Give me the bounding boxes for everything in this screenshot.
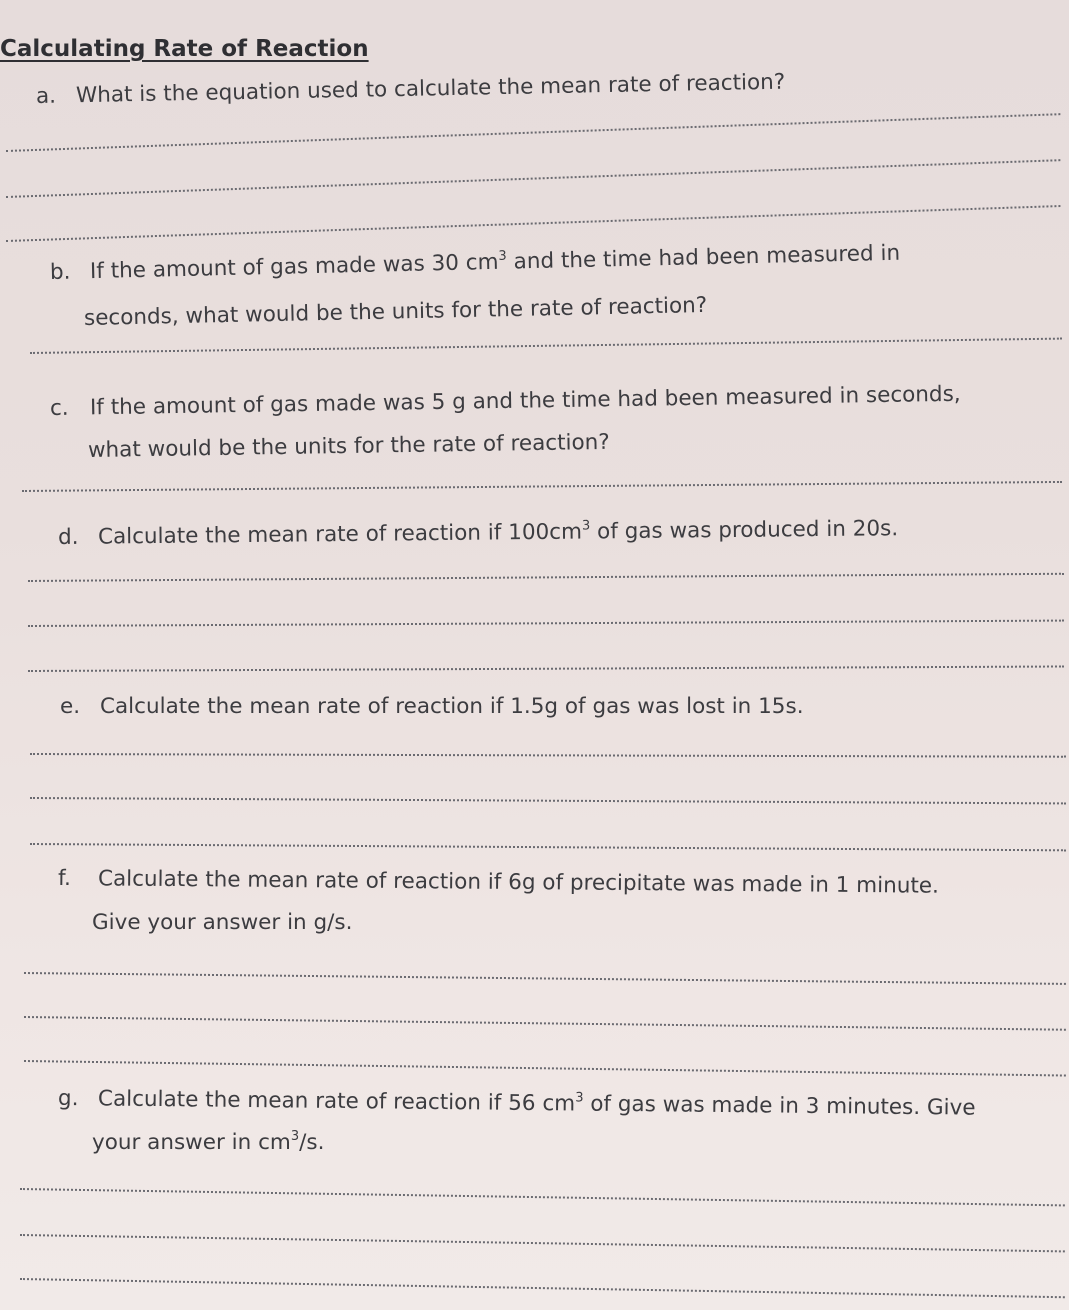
question-b-line2 xyxy=(83,292,708,331)
question-f-line2 xyxy=(92,912,352,934)
question-a xyxy=(35,69,786,109)
question-b-text-end: and the time had been measured in xyxy=(506,240,901,275)
answer-line[interactable] xyxy=(20,1234,1065,1252)
question-c-label: c. xyxy=(49,395,69,421)
answer-line[interactable] xyxy=(24,1016,1066,1031)
answer-line[interactable] xyxy=(6,205,1060,242)
answer-line[interactable] xyxy=(20,1188,1065,1206)
question-b-text-line2: seconds, what would be the units for the rate of reaction? xyxy=(83,292,708,331)
question-f-text-line1: Calculate the mean rate of reaction if 6g of precipitate was made in 1 minute. xyxy=(97,866,940,899)
answer-line[interactable] xyxy=(6,113,1060,152)
question-b-text-start: If the amount of gas made was 30 cm xyxy=(89,249,499,285)
question-b-line1 xyxy=(49,240,901,285)
question-b-label: b. xyxy=(49,259,71,285)
question-d-text-end: of gas was produced in 20s. xyxy=(590,516,899,545)
question-e-label: e. xyxy=(60,694,81,719)
question-g-line1 xyxy=(58,1088,976,1119)
question-d-label: d. xyxy=(57,524,79,550)
answer-line[interactable] xyxy=(24,1060,1066,1077)
answer-line[interactable] xyxy=(20,1278,1065,1298)
answer-line[interactable] xyxy=(22,481,1062,492)
question-c-text-line1: If the amount of gas made was 5 g and the time had been measured in seconds, xyxy=(89,381,961,421)
question-f-text-line2: Give your answer in g/s. xyxy=(92,910,353,935)
question-c-line1 xyxy=(49,381,961,421)
question-g-text-end: of gas was made in 3 minutes. Give xyxy=(583,1091,976,1121)
question-e-text: Calculate the mean rate of reaction if 1.5g of gas was lost in 15s. xyxy=(100,694,804,719)
answer-line[interactable] xyxy=(24,972,1066,985)
question-g-line2 xyxy=(92,1129,325,1155)
answer-line[interactable] xyxy=(28,665,1064,672)
answer-line[interactable] xyxy=(30,753,1066,758)
answer-line[interactable] xyxy=(30,797,1066,804)
question-g-text-start: your answer in cm xyxy=(92,1130,291,1155)
superscript: 3 xyxy=(290,1129,300,1144)
question-d-text-start: Calculate the mean rate of reaction if 100cm xyxy=(97,519,583,550)
answer-line[interactable] xyxy=(28,620,1064,627)
question-g-text-start: Calculate the mean rate of reaction if 56 cm xyxy=(97,1086,576,1117)
question-c-line2 xyxy=(87,429,610,463)
question-d xyxy=(58,518,898,548)
superscript: 3 xyxy=(581,518,591,534)
question-a-label: a. xyxy=(35,83,57,109)
question-a-text: What is the equation used to calculate the mean rate of reaction? xyxy=(75,69,786,109)
answer-line[interactable] xyxy=(30,338,1062,354)
answer-line[interactable] xyxy=(28,573,1064,582)
question-g-label: g. xyxy=(57,1086,79,1112)
question-c-text-line2: what would be the units for the rate of reaction? xyxy=(87,429,610,463)
superscript: 3 xyxy=(575,1090,584,1106)
question-g-text-end: /s. xyxy=(299,1130,325,1155)
page-title: Calculating Rate of Reaction xyxy=(0,36,369,62)
question-e xyxy=(60,696,804,718)
answer-line[interactable] xyxy=(6,159,1060,198)
question-f-label: f. xyxy=(57,866,71,892)
answer-line[interactable] xyxy=(30,843,1066,851)
question-f-line1 xyxy=(58,868,939,897)
superscript: 3 xyxy=(498,248,507,264)
